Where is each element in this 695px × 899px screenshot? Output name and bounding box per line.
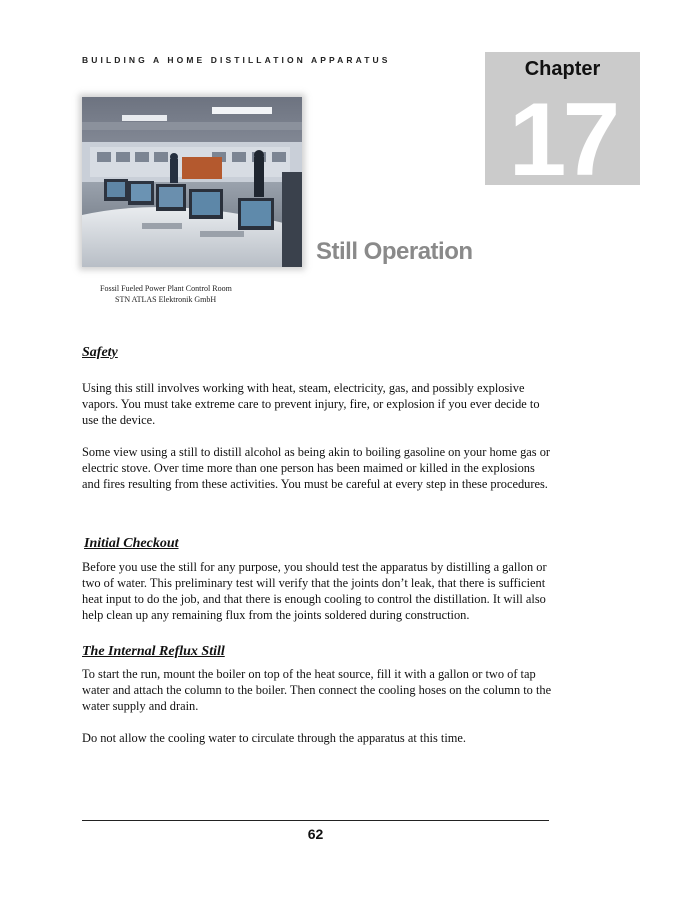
page-number: 62 (307, 826, 324, 842)
chapter-word: Chapter (524, 58, 601, 80)
photo-caption (100, 283, 270, 305)
photo-caption-line2: STN ATLAS Elektronik GmbH (115, 295, 217, 304)
photo-caption-line1: Fossil Fueled Power Plant Control Room (100, 284, 232, 293)
paragraph: Do not allow the cooling water to circulate through the apparatus at this time. (82, 731, 467, 745)
footer-rule (82, 820, 549, 821)
paragraph: Before you use the still for any purpose, you should test the apparatus by distilling a gallon or two of water. This preliminary test will verify that the joints don’t leak, that there is sufficient heat input to do the job, and that there is enough cooling to control the distillation. It will also help clean up any remaining flux from the joints soldered during construction. (82, 560, 547, 622)
paragraph: Using this still involves working with heat, steam, electricity, gas, and possibly explosive vapors. You must take extreme care to prevent injury, fire, or explosion if you ever decide to use the device. (82, 381, 540, 427)
section-heading-safety: Safety (82, 345, 118, 360)
running-head: BUILDING A HOME DISTILLATION APPARATUS (82, 55, 391, 65)
chapter-title: Still Operation (316, 238, 473, 265)
section-heading-internal-reflux-still: The Internal Reflux Still (82, 644, 225, 659)
chapter-number: 17 (508, 82, 617, 198)
section-heading-initial-checkout: Initial Checkout (84, 536, 179, 551)
paragraph: To start the run, mount the boiler on top of the heat source, fill it with a gallon or two of tap water and attach the column to the boiler. Then connect the cooling hoses on the column to the water supply and drain. (82, 667, 552, 713)
paragraph: Some view using a still to distill alcohol as being akin to boiling gasoline on your home gas or electric stove. Over time more than one person has been maimed or killed in the explosions and fires resulting from these activities. You must be careful at every step in these procedures. (82, 445, 551, 491)
control-room-photo (82, 97, 302, 267)
chapter-badge (485, 52, 640, 198)
